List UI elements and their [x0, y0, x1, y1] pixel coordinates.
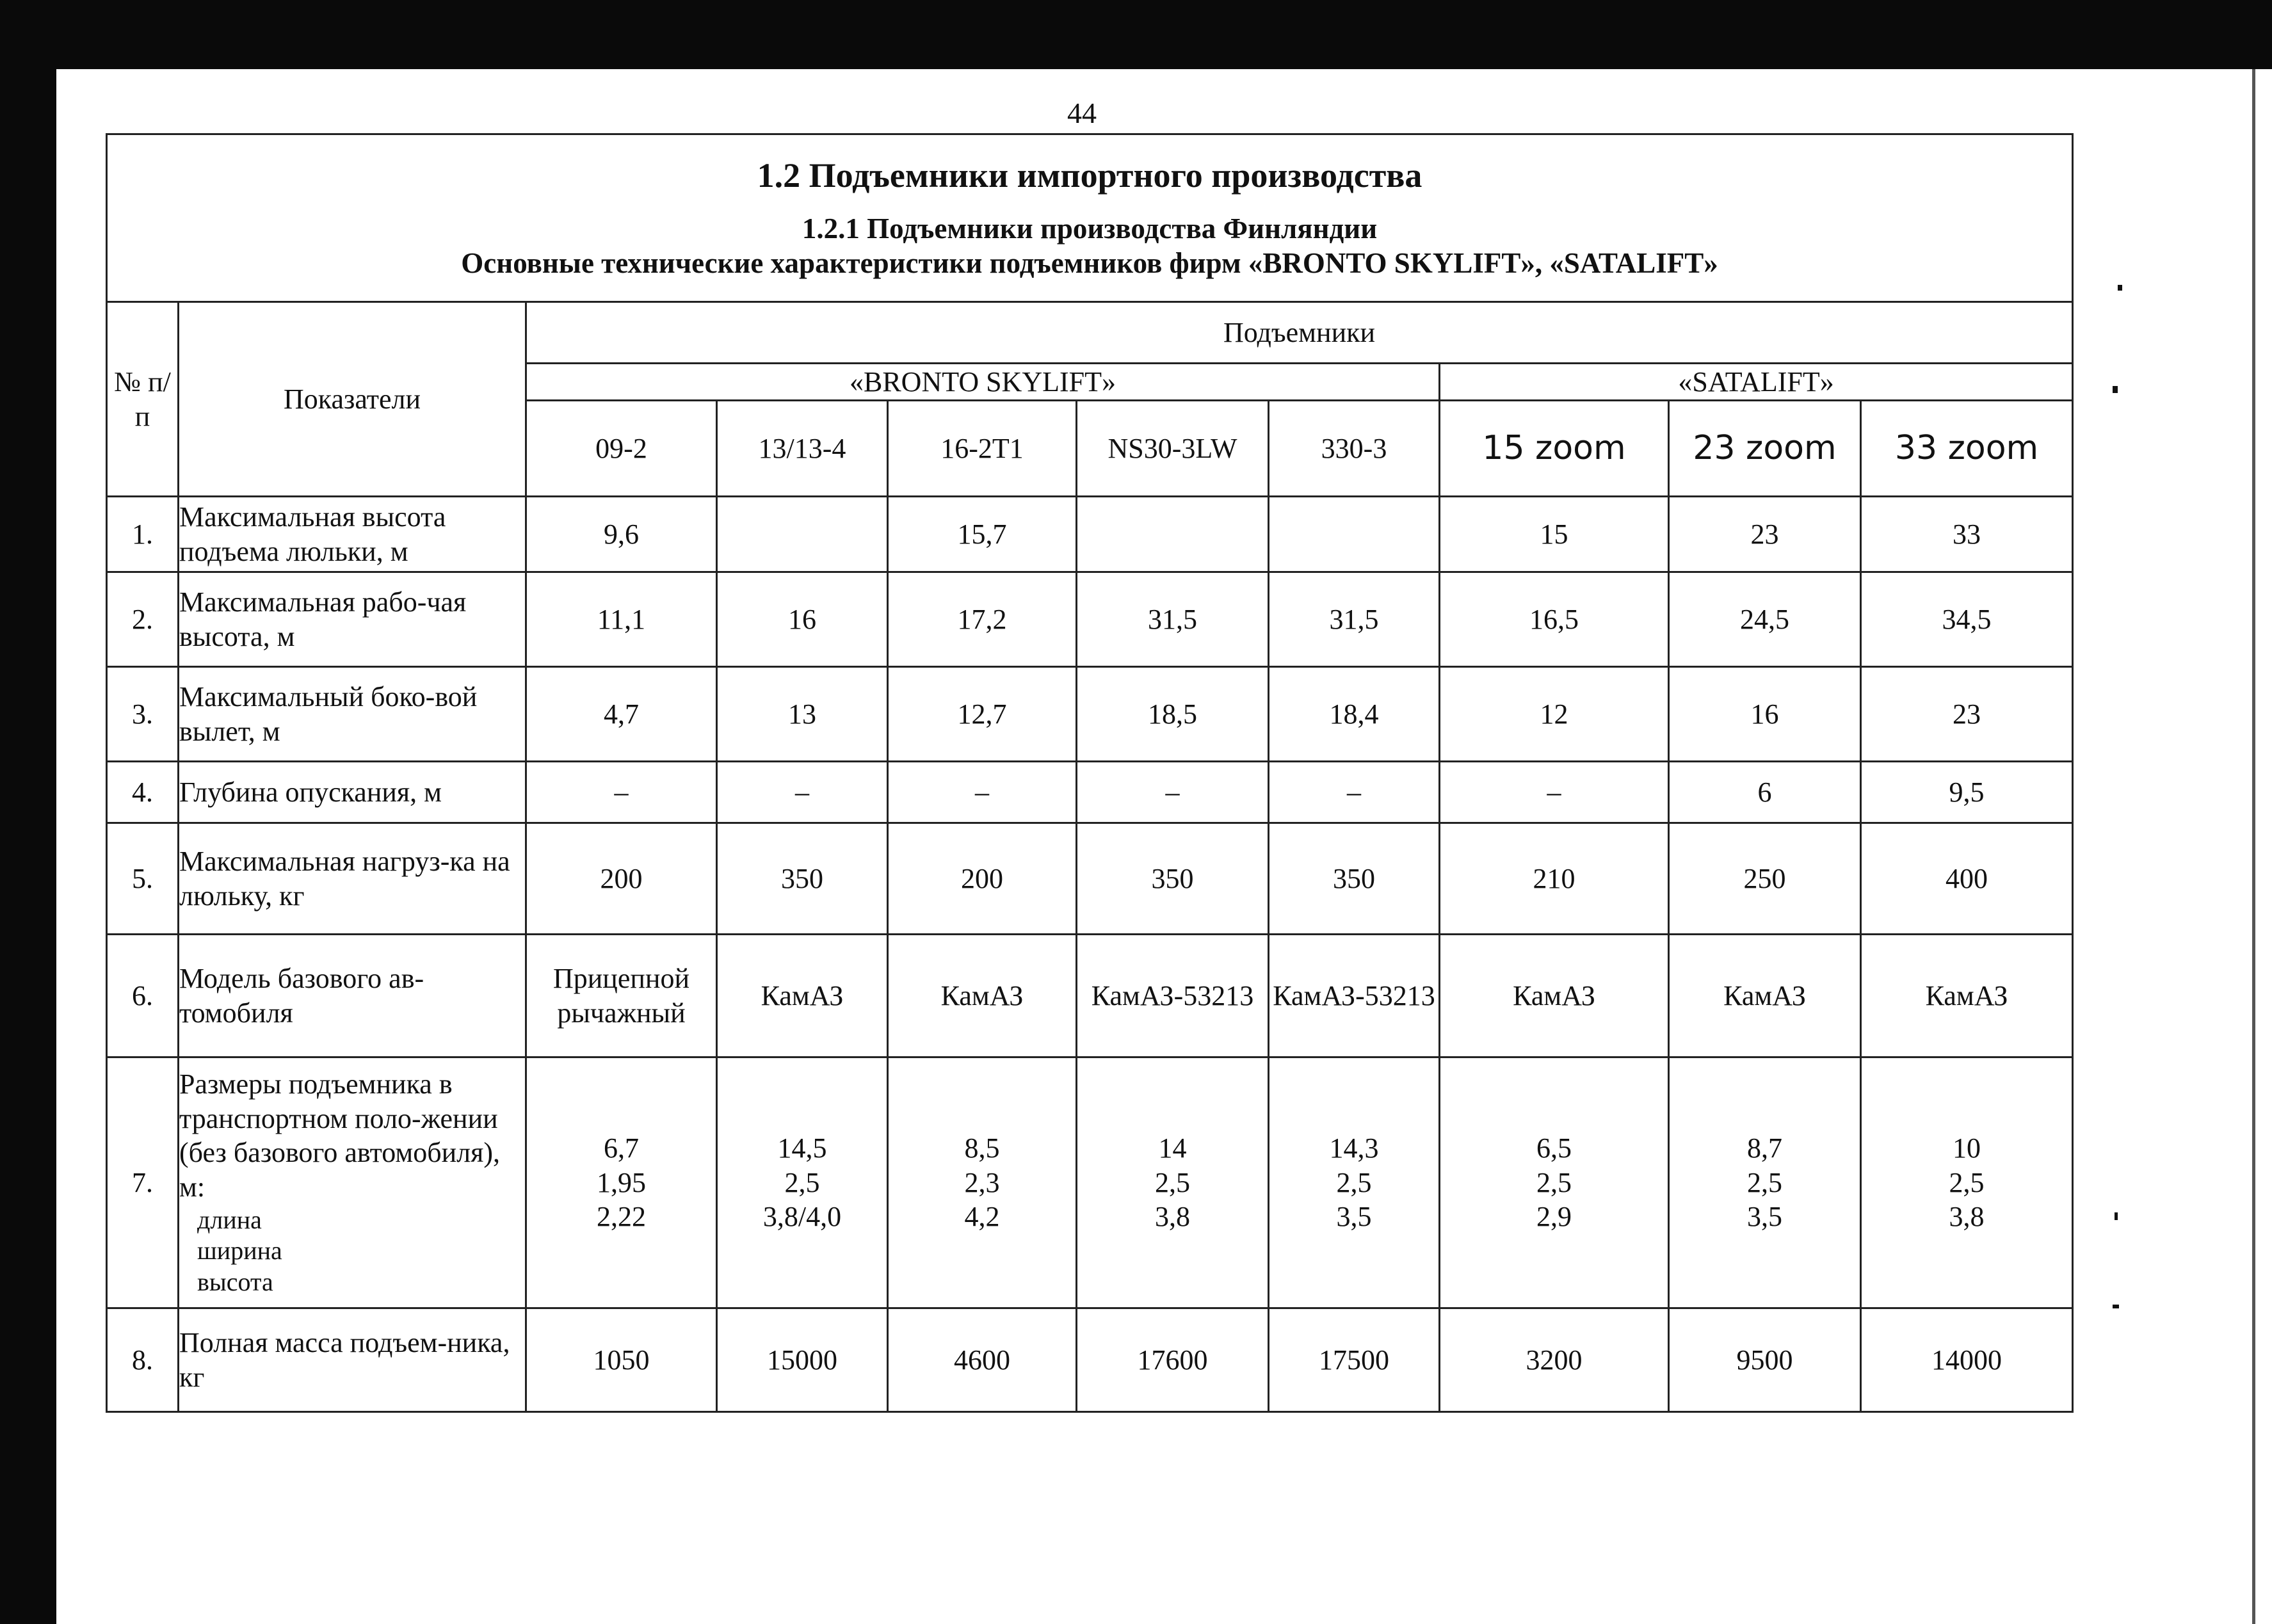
table-cell: 3200	[1440, 1308, 1669, 1412]
scan-border-left	[0, 0, 56, 1624]
table-cell	[1269, 1057, 1440, 1308]
row-label	[179, 1308, 526, 1412]
cell-value: 1,95	[597, 1166, 646, 1198]
row-number: 3.	[107, 667, 179, 762]
cell-value: 8,5	[964, 1132, 1000, 1164]
cell-value: 2,3	[964, 1166, 1000, 1198]
col-group-bronto: «BRONTO SKYLIFT»	[526, 364, 1440, 401]
table-cell: 4600	[888, 1308, 1077, 1412]
table-cell: 24,5	[1669, 572, 1861, 667]
table-cell: 9500	[1669, 1308, 1861, 1412]
specs-table	[106, 133, 2074, 1413]
model-header: 23 zoom	[1669, 401, 1861, 497]
row-number: 7.	[107, 1057, 179, 1308]
table-cell: 9,5	[1861, 762, 2073, 823]
row-label	[179, 1057, 526, 1308]
table-cell: 1050	[526, 1308, 717, 1412]
table-row	[107, 762, 2073, 823]
table-cell	[1077, 1057, 1269, 1308]
scan-speck	[2113, 386, 2118, 393]
table-cell	[717, 497, 888, 572]
model-header: 09-2	[526, 401, 717, 497]
table-cell: 23	[1669, 497, 1861, 572]
subsection-title: 1.2.1 Подъемники производства Финляндии	[802, 212, 1378, 245]
table-cell: КамАЗ-53213	[1269, 935, 1440, 1057]
scan-speck	[2115, 1212, 2118, 1220]
cell-value: 2,22	[597, 1201, 646, 1233]
row-number: 6.	[107, 935, 179, 1057]
cell-value: 6,5	[1536, 1132, 1572, 1164]
table-row	[107, 1057, 2073, 1308]
cell-value: 14,3	[1329, 1132, 1379, 1164]
row-label-text: Полная масса подъем-ника, кг	[179, 1326, 510, 1393]
table-row	[107, 667, 2073, 762]
cell-value: 14,5	[777, 1132, 827, 1164]
cell-value: 10	[1953, 1132, 1981, 1164]
cell-value: 3,8/4,0	[762, 1201, 842, 1233]
table-cell: 18,4	[1269, 667, 1440, 762]
table-row	[107, 823, 2073, 935]
scan-border-top	[0, 0, 2272, 69]
cell-value: 6,7	[604, 1132, 639, 1164]
table-row	[107, 1308, 2073, 1412]
table-cell	[888, 1057, 1077, 1308]
table-cell: 200	[526, 823, 717, 935]
model-header: 13/13-4	[717, 401, 888, 497]
row-number: 8.	[107, 1308, 179, 1412]
table-cell: КамАЗ-53213	[1077, 935, 1269, 1057]
table-cell	[1077, 497, 1269, 572]
cell-value: 2,9	[1536, 1201, 1572, 1233]
row-label	[179, 762, 526, 823]
table-cell: –	[1077, 762, 1269, 823]
cell-value: 14	[1158, 1132, 1187, 1164]
scan-border-right	[2252, 69, 2255, 1624]
table-cell	[717, 1057, 888, 1308]
cell-value: 2,5	[1949, 1166, 1985, 1198]
model-header: 33 zoom	[1861, 401, 2073, 497]
row-sublabel: ширина	[197, 1236, 282, 1266]
table-cell: 18,5	[1077, 667, 1269, 762]
table-row	[107, 935, 2073, 1057]
table-cell: 15	[1440, 497, 1669, 572]
row-label-text: Модель базового ав-томобиля	[179, 962, 424, 1029]
table-cell: 17500	[1269, 1308, 1440, 1412]
table-cell: 15,7	[888, 497, 1077, 572]
table-cell: 16	[1669, 667, 1861, 762]
table-cell: 13	[717, 667, 888, 762]
row-label-text: Максимальная высота подъема люльки, м	[179, 501, 446, 567]
row-label	[179, 823, 526, 935]
cell-value: 2,5	[1747, 1166, 1782, 1198]
cell-value: 4,2	[964, 1201, 1000, 1233]
table-cell: КамАЗ	[1669, 935, 1861, 1057]
row-label	[179, 935, 526, 1057]
cell-value: 8,7	[1747, 1132, 1782, 1164]
table-cell: 33	[1861, 497, 2073, 572]
table-cell: 23	[1861, 667, 2073, 762]
row-label-text: Максимальный боко-вой вылет, м	[179, 680, 478, 747]
table-cell: 350	[1077, 823, 1269, 935]
table-cell: 210	[1440, 823, 1669, 935]
model-header: 16-2T1	[888, 401, 1077, 497]
table-row	[107, 572, 2073, 667]
model-header: 15 zoom	[1440, 401, 1669, 497]
row-sublabel: высота	[197, 1267, 273, 1297]
cell-value: 2,5	[784, 1166, 820, 1198]
col-header-indicators: Показатели	[179, 302, 526, 497]
cell-value: 3,5	[1747, 1201, 1782, 1233]
table-cell: 34,5	[1861, 572, 2073, 667]
col-header-lifts: Подъемники	[526, 302, 2073, 364]
table-cell: –	[888, 762, 1077, 823]
table-cell: КамАЗ	[717, 935, 888, 1057]
page-number: 44	[1067, 97, 1097, 129]
cell-value: 3,8	[1155, 1201, 1190, 1233]
cell-value: 2,5	[1336, 1166, 1372, 1198]
table-cell: КамАЗ	[1861, 935, 2073, 1057]
table-cell: 6	[1669, 762, 1861, 823]
table-cell	[1440, 1057, 1669, 1308]
table-cell	[1269, 497, 1440, 572]
row-label-text: Максимальная нагруз-ка на люльку, кг	[179, 845, 510, 912]
row-label	[179, 497, 526, 572]
table-cell: 12	[1440, 667, 1669, 762]
table-cell: 16,5	[1440, 572, 1669, 667]
table-cell: –	[526, 762, 717, 823]
table-cell: –	[1269, 762, 1440, 823]
cell-value: 3,5	[1336, 1201, 1372, 1233]
model-header: 330-3	[1269, 401, 1440, 497]
row-number: 4.	[107, 762, 179, 823]
table-cell: 31,5	[1077, 572, 1269, 667]
row-label	[179, 667, 526, 762]
table-header	[107, 134, 2073, 302]
row-label	[179, 572, 526, 667]
col-header-number: № п/п	[107, 302, 179, 497]
cell-value: 2,5	[1536, 1166, 1572, 1198]
table-row	[107, 497, 2073, 572]
scan-speck	[2118, 285, 2122, 291]
table-cell: 350	[1269, 823, 1440, 935]
row-sublabel: длина	[197, 1205, 262, 1234]
cell-value: 2,5	[1155, 1166, 1190, 1198]
table-cell: 4,7	[526, 667, 717, 762]
table-cell: 9,6	[526, 497, 717, 572]
row-label-text: Максимальная рабо-чая высота, м	[179, 586, 467, 652]
table-cell: –	[717, 762, 888, 823]
table-cell: 16	[717, 572, 888, 667]
row-label-text: Глубина опускания, м	[179, 776, 442, 808]
section-title: 1.2 Подъемники импортного производства	[757, 156, 1422, 195]
table-cell: 17600	[1077, 1308, 1269, 1412]
col-group-satalift: «SATALIFT»	[1440, 364, 2073, 401]
table-cell: КамАЗ	[888, 935, 1077, 1057]
table-cell	[526, 1057, 717, 1308]
model-header: NS30-3LW	[1077, 401, 1269, 497]
cell-value: 3,8	[1949, 1201, 1985, 1233]
row-number: 2.	[107, 572, 179, 667]
row-label-text: Размеры подъемника в транспортном поло-жении (без базового автомобиля), м:	[179, 1068, 501, 1203]
table-cell: 17,2	[888, 572, 1077, 667]
row-number: 5.	[107, 823, 179, 935]
table-cell: 12,7	[888, 667, 1077, 762]
table-caption: Основные технические характеристики подъемников фирм «BRONTO SKYLIFT», «SATALIFT»	[461, 247, 1718, 280]
table-cell: 11,1	[526, 572, 717, 667]
scan-speck	[2113, 1305, 2119, 1308]
table-cell: 14000	[1861, 1308, 2073, 1412]
table-cell: 31,5	[1269, 572, 1440, 667]
table-cell	[1861, 1057, 2073, 1308]
table-cell: 15000	[717, 1308, 888, 1412]
table-cell: КамАЗ	[1440, 935, 1669, 1057]
row-number: 1.	[107, 497, 179, 572]
table-cell	[1669, 1057, 1861, 1308]
table-cell: 200	[888, 823, 1077, 935]
table-cell: –	[1440, 762, 1669, 823]
table-cell: 400	[1861, 823, 2073, 935]
table-cell: 250	[1669, 823, 1861, 935]
table-cell: 350	[717, 823, 888, 935]
table-cell: Прицепной рычажный	[526, 935, 717, 1057]
